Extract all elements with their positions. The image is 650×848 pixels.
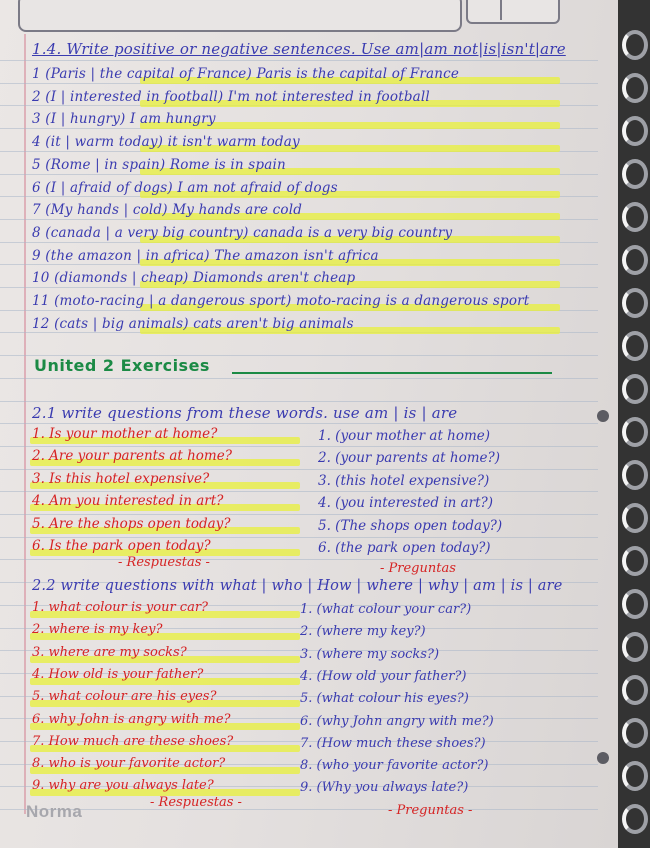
exercise-2-2-answer: 2. where is my key? [32,622,163,638]
exercise-2-2-answer: 8. who is your favorite actor? [32,756,226,772]
exercise-1-line: 4 (it | warm today) it isn't warm today [32,134,300,151]
exercise-2-2-answer: 5. what colour are his eyes? [32,689,217,705]
exercise-2-2-title: 2.2 write questions with what | who | How | where | why | am | is | are [32,578,563,594]
exercise-2-2-prompt: 3. (where my socks?) [300,646,440,662]
spiral-ring [622,546,648,576]
exercise-1-line: 6 (I | afraid of dogs) I am not afraid of dogs [32,179,338,196]
spiral-ring [622,202,648,232]
ruled-line [0,401,598,402]
spiral-ring [622,718,648,748]
spiral-ring [622,460,648,490]
exercise-2-1-prompt: 6. (the park open today?) [318,540,491,556]
exercise-1-line: 10 (diamonds | cheap) Diamonds aren't cheap [32,270,356,287]
spiral-ring [622,589,648,619]
brand-logo: Norma [26,802,83,821]
exercise-2-1-title: 2.1 write questions from these words. use am | is | are [32,404,458,422]
exercise-2-1-prompt: 4. (you interested in art?) [318,495,494,512]
exercise-1-line: 8 (canada | a very big country) canada is a very big country [32,224,453,241]
exercise-2-2-prompt: 1. (what colour your car?) [300,602,472,617]
exercise-1-line: 3 (I | hungry) I am hungry [32,111,216,128]
exercise-2-2-prompt: 7. (How much these shoes?) [300,735,486,751]
exercise-2-1-prompt: 5. (The shops open today?) [318,517,503,534]
header-date-box [466,0,560,24]
exercise-2-2-prompt: 4. (How old your father?) [300,668,467,684]
exercise-2-2-answer: 1. what colour is your car? [32,600,209,615]
exercise-2-2-answer: 7. How much are these shoes? [32,733,234,749]
exercise-1-line: 2 (I | interested in football) I'm not interested in football [32,88,430,105]
exercise-2-2-answer: 6. why John is angry with me? [32,711,231,727]
exercise-2-1-answer: 3. Is this hotel expensive? [32,470,210,487]
exercise-2-1-answer: 4. Am you interested in art? [32,493,224,510]
exercise-2-1-answer: 6. Is the park open today? [32,538,211,554]
exercise-2-1-prompt: 1. (your mother at home) [318,428,491,444]
spiral-ring [622,30,648,60]
header-divider [500,0,502,20]
spiral-ring [622,159,648,189]
exercise-1-line: 7 (My hands | cold) My hands are cold [32,202,303,219]
ruled-line [0,469,598,470]
exercise-1-title: 1.4. Write positive or negative sentences. Use am|am not|is|isn't|are [32,40,566,58]
exercise-2-2-prompt: 5. (what colour his eyes?) [300,691,469,707]
exercise-1-line: 11 (moto-racing | a dangerous sport) moto-racing is a dangerous sport [32,293,530,309]
ruled-line [0,378,598,379]
exercise-2-2-prompt: 9. (Why you always late?) [300,780,469,796]
exercise-2-1-prompt: 3. (this hotel expensive?) [318,472,490,489]
exercise-2-2-answer: 9. why are you always late? [32,778,214,794]
ruled-line [0,60,598,61]
exercise-1-line: 9 (the amazon | in africa) The amazon isn't africa [32,247,379,264]
exercise-2-2-prompt: 6. (why John angry with me?) [300,713,494,729]
exercise-2-1-prompt: 2. (your parents at home?) [318,450,500,467]
header-box [18,0,462,32]
exercise-2-1-answers-label: - Respuestas - [118,555,210,570]
punch-hole [597,410,609,422]
spiral-ring [622,245,648,275]
exercise-1-line: 12 (cats | big animals) cats aren't big animals [32,315,354,332]
exercise-2-1-answer: 5. Are the shops open today? [32,515,231,532]
section-title: United 2 Exercises [34,356,210,375]
spiral-ring [622,73,648,103]
ruled-line [0,809,598,810]
ruled-line [0,423,598,424]
spiral-ring [622,503,648,533]
spiral-ring [622,116,648,146]
punch-hole [597,752,609,764]
exercise-1-line: 5 (Rome | in spain) Rome is in spain [32,156,286,173]
spiral-ring [622,761,648,791]
exercise-2-1-answer: 1. Is your mother at home? [32,426,218,442]
spiral-ring [622,288,648,318]
exercise-2-2-answers-label: - Respuestas - [150,795,242,810]
spiral-ring [622,632,648,662]
exercise-2-2-prompt: 2. (where my key?) [300,624,426,640]
spiral-ring [622,374,648,404]
section-title-rule [232,372,552,374]
ruled-line [0,559,598,560]
exercise-1-line: 1 (Paris | the capital of France) Paris is the capital of France [32,66,460,82]
exercise-2-1-answer: 2. Are your parents at home? [32,448,232,465]
ruled-line [0,491,598,492]
exercise-2-2-answer: 4. How old is your father? [32,666,204,682]
exercise-2-2-prompts-label: - Preguntas - [388,803,473,818]
ruled-line [0,446,598,447]
spiral-ring [622,675,648,705]
spiral-ring [622,804,648,834]
spiral-ring [622,331,648,361]
spiral-ring [622,417,648,447]
exercise-2-2-answer: 3. where are my socks? [32,644,187,660]
exercise-2-1-prompts-label: - Preguntas [380,561,456,576]
exercise-2-2-prompt: 8. (who your favorite actor?) [300,758,489,774]
